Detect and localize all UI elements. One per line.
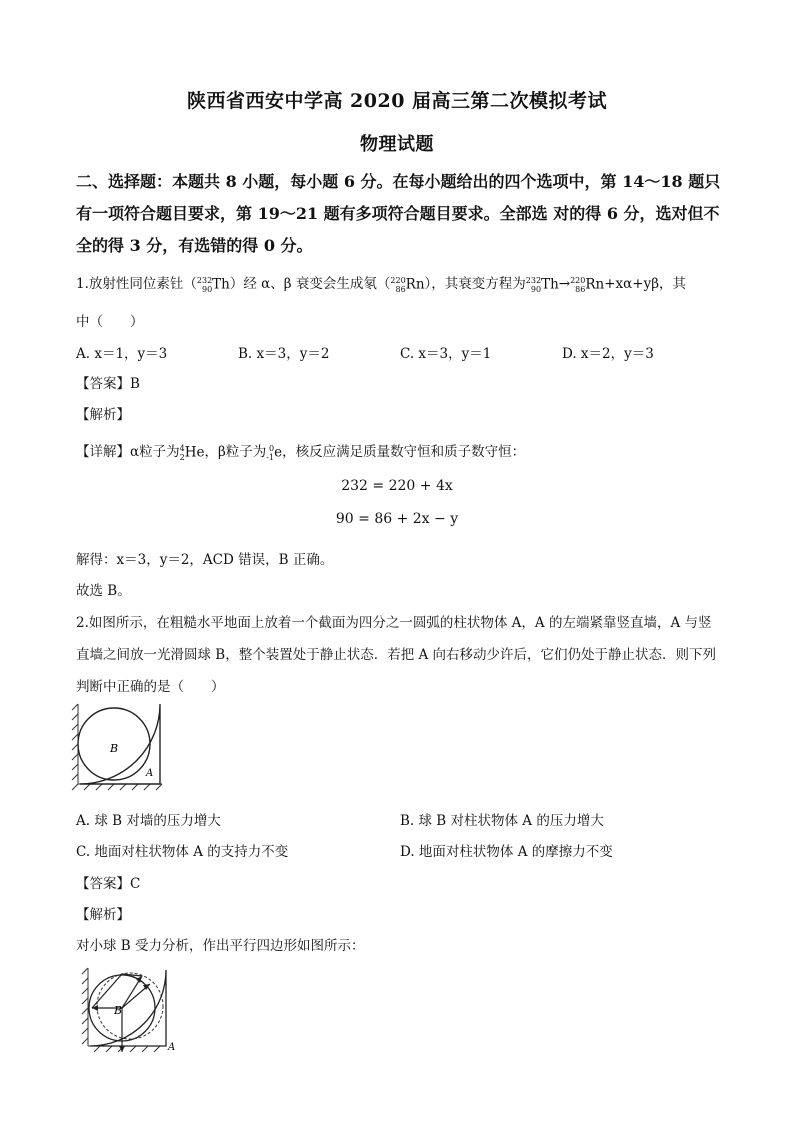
he-symbol: He bbox=[184, 444, 205, 460]
q1-option-b[interactable]: B. x＝3，y＝2 bbox=[238, 346, 330, 362]
q2-analysis-text: 对小球 B 受力分析，作出平行四边形如图所示： bbox=[76, 938, 365, 954]
nuclide-he bbox=[180, 444, 205, 462]
q1-analysis-heading: 【解析】 bbox=[76, 407, 130, 423]
q1-answer: 【答案】B bbox=[76, 376, 140, 392]
he-charge: 2 bbox=[179, 452, 185, 462]
nuclide-rn bbox=[390, 276, 424, 294]
fig2-label-b: B bbox=[114, 1004, 123, 1017]
q1-detail bbox=[76, 440, 525, 462]
rn-mass: 220 bbox=[390, 275, 406, 285]
q1-conclusion: 故选 B。 bbox=[76, 583, 131, 599]
q2-stem-line-3: 判断中正确的是（ ） bbox=[76, 679, 225, 695]
page-subtitle: 物理试题 bbox=[360, 134, 434, 155]
q2-option-d[interactable]: D. 地面对柱状物体 A 的摩擦力不变 bbox=[400, 844, 613, 860]
q2-stem-line-2: 直墙之间放一光滑圆球 B，整个装置处于静止状态．若把 A 向右移动少许后，它们仍处于静止状态．则下列 bbox=[76, 647, 717, 663]
fig-label-a: A bbox=[146, 768, 154, 779]
q1-option-a[interactable]: A. x＝1，y＝3 bbox=[76, 346, 168, 362]
wall-hatching bbox=[72, 704, 78, 790]
rn-charge: 86 bbox=[395, 284, 406, 294]
q2-analysis-heading: 【解析】 bbox=[76, 907, 130, 923]
q1-stem-part: 1.放射性同位素钍（ bbox=[76, 276, 197, 292]
th-charge: 90 bbox=[530, 284, 542, 294]
q1-stem-end: 中（ ） bbox=[76, 314, 144, 330]
rn-symbol: Rn bbox=[585, 276, 605, 292]
q1-solution: 解得：x＝3，y＝2，ACD 错误，B 正确。 bbox=[76, 552, 334, 568]
equation-charge: 90 = 86 + 2x − y bbox=[335, 511, 459, 527]
fig-label-b: B bbox=[110, 742, 119, 755]
q1-detail-part: ，β粒子为 bbox=[204, 444, 267, 460]
ball-b-dashed bbox=[97, 973, 163, 1039]
ground-hatching bbox=[78, 784, 162, 790]
q1-stem-part: ）经 α、β 衰变会生成氡（ bbox=[229, 276, 391, 292]
th-mass: 232 bbox=[525, 275, 542, 285]
nuclide-th-eq bbox=[526, 276, 559, 294]
th-symbol: Th bbox=[541, 276, 559, 292]
arrow-symbol: → bbox=[558, 276, 571, 292]
equation-mass: 232 = 220 + 4x bbox=[341, 478, 453, 494]
nuclide-th bbox=[197, 276, 230, 294]
e-symbol: e bbox=[274, 444, 283, 460]
q2-option-a[interactable]: A. 球 B 对墙的压力增大 bbox=[76, 813, 221, 829]
q1-stem-part: ），其衰变方程为 bbox=[424, 276, 526, 292]
e-mass: 0 bbox=[269, 443, 275, 453]
q2-figure bbox=[70, 700, 182, 796]
q2-stem-line-1: 2.如图所示，在粗糙水平地面上放着一个截面为四分之一圆弧的柱状物体 A，A 的左端紧靠竖直墙，A 与竖 bbox=[76, 615, 712, 631]
rn-symbol: Rn bbox=[405, 276, 425, 292]
q1-detail-part: 【详解】α粒子为 bbox=[76, 444, 180, 460]
q2-option-b[interactable]: B. 球 B 对柱状物体 A 的压力增大 bbox=[400, 813, 604, 829]
nuclide-rn-eq bbox=[570, 276, 604, 294]
he-mass: 4 bbox=[179, 443, 185, 453]
q1-stem bbox=[76, 272, 686, 294]
fig2-label-a: A bbox=[168, 1042, 176, 1053]
q1-detail-part: ，核反应满足质量数守恒和质子数守恒： bbox=[282, 444, 526, 460]
q1-option-d[interactable]: D. x＝2，y＝3 bbox=[562, 346, 654, 362]
rn-charge: 86 bbox=[575, 284, 586, 294]
th-symbol: Th bbox=[212, 276, 230, 292]
wall-hatching-2 bbox=[82, 968, 88, 1046]
q2-force-diagram bbox=[80, 966, 186, 1058]
q2-answer: 【答案】C bbox=[76, 876, 141, 892]
th-charge: 90 bbox=[201, 284, 213, 294]
e-charge: -1 bbox=[266, 452, 275, 462]
nuclide-e bbox=[266, 444, 282, 462]
section-instructions: 二、选择题：本题共 8 小题，每小题 6 分。在每小题给出的四个选项中，第 14～18 题只有一项符合题目要求，第 19～21 题有多项符合题目要求。全部选 对的得 6 分，选对但不全的得 3 分，有选错的得 0 分。 bbox=[76, 172, 721, 255]
page-title: 陕西省西安中学高 2020 届高三第二次模拟考试 bbox=[186, 90, 608, 112]
q1-stem-part: +xα+yβ，其 bbox=[604, 276, 687, 292]
q2-option-c[interactable]: C. 地面对柱状物体 A 的支持力不变 bbox=[76, 844, 289, 860]
ground-hatching-2 bbox=[88, 1046, 166, 1052]
th-mass: 232 bbox=[196, 275, 213, 285]
q1-option-c[interactable]: C. x＝3，y＝1 bbox=[400, 346, 492, 362]
rn-mass: 220 bbox=[570, 275, 586, 285]
